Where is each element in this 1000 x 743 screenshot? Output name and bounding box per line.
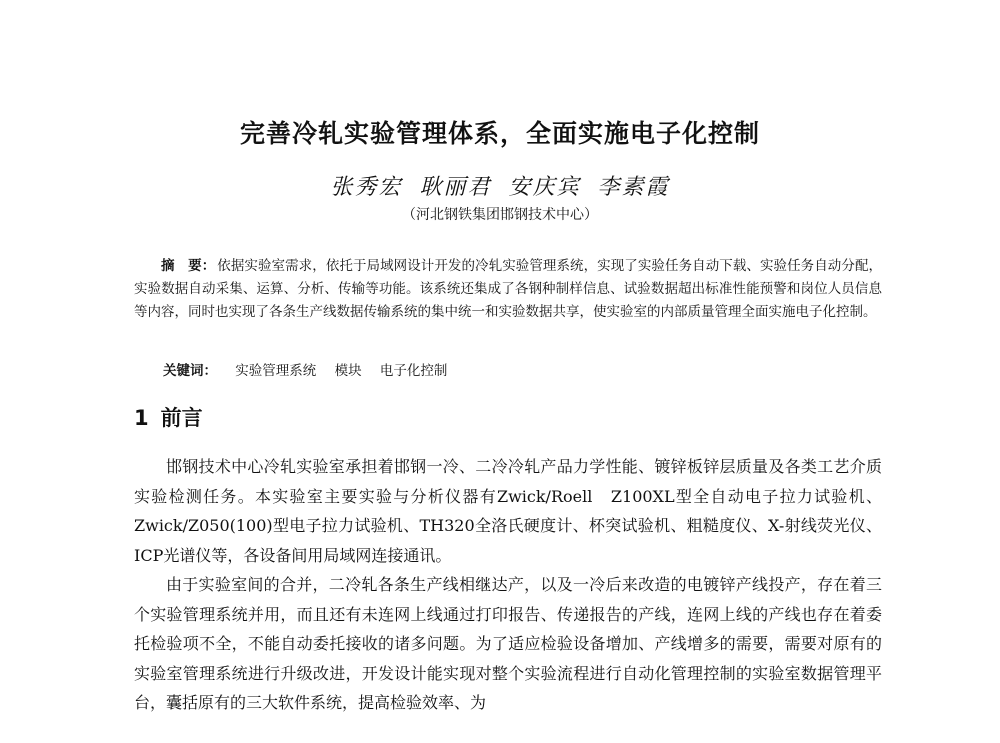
author-name: 张秀宏 xyxy=(330,175,403,200)
paragraph: 邯钢技术中心冷轧实验室承担着邯钢一冷、二冷冷轧产品力学性能、镀锌板锌层质量及各类工艺介质实验检测任务。本实验室主要实验与分析仪器有Zwick/Roell Z100XL型全自动电子拉力试验机、Zwick/Z050(100)型电子拉力试验机、TH320全洛氏硬度计、杯突试验机、粗糙度仪、X-射线荧光仪、ICP光谱仪等，各设备间用局域网连接通讯。 xyxy=(134,457,882,565)
section-number: 1 xyxy=(134,406,149,430)
section-title: 前言 xyxy=(160,406,203,430)
keywords-label: 关键词： xyxy=(163,363,217,379)
abstract-text: 依据实验室需求，依托于局域网设计开发的冷轧实验管理系统，实现了实验任务自动下载、实验任务自动分配，实验数据自动采集、运算、分析、传输等功能。该系统还集成了各钢种制样信息、试验数据超出标准性能预警和岗位人员信息等内容，同时也实现了各条生产线数据传输系统的集中统一和实验数据共享，使实验室的内部质量管理全面实施电子化控制。 xyxy=(134,258,883,320)
body-text xyxy=(134,452,882,718)
keyword: 实验管理系统 xyxy=(235,363,317,379)
author-affiliation: （河北钢铁集团邯钢技术中心） xyxy=(402,207,598,223)
paragraph: 由于实验室间的合并，二冷轧各条生产线相继达产，以及一冷后来改造的电镀锌产线投产，存在着三个实验管理系统并用，而且还有未连网上线通过打印报告、传递报告的产线，连网上线的产线也存在着委托检验项不全，不能自动委托接收的诸多问题。为了适应检验设备增加、产线增多的需要，需要对原有的实验室管理系统进行升级改进，开发设计能实现对整个实验流程进行自动化管理控制的实验室数据管理平台，囊括原有的三大软件系统，提高检验效率、为 xyxy=(134,575,882,712)
keyword: 电子化控制 xyxy=(379,363,448,379)
abstract xyxy=(134,255,882,324)
section-heading xyxy=(134,402,203,432)
keyword: 模块 xyxy=(334,363,362,379)
author-list xyxy=(0,170,1000,201)
author-name: 李素霞 xyxy=(597,175,670,200)
keywords xyxy=(163,360,883,383)
abstract-label: 摘 要： xyxy=(161,258,216,274)
author-name: 安庆宾 xyxy=(508,175,581,200)
author-name: 耿丽君 xyxy=(419,175,492,200)
paper-title: 完善冷轧实验管理体系，全面实施电子化控制 xyxy=(239,119,760,148)
